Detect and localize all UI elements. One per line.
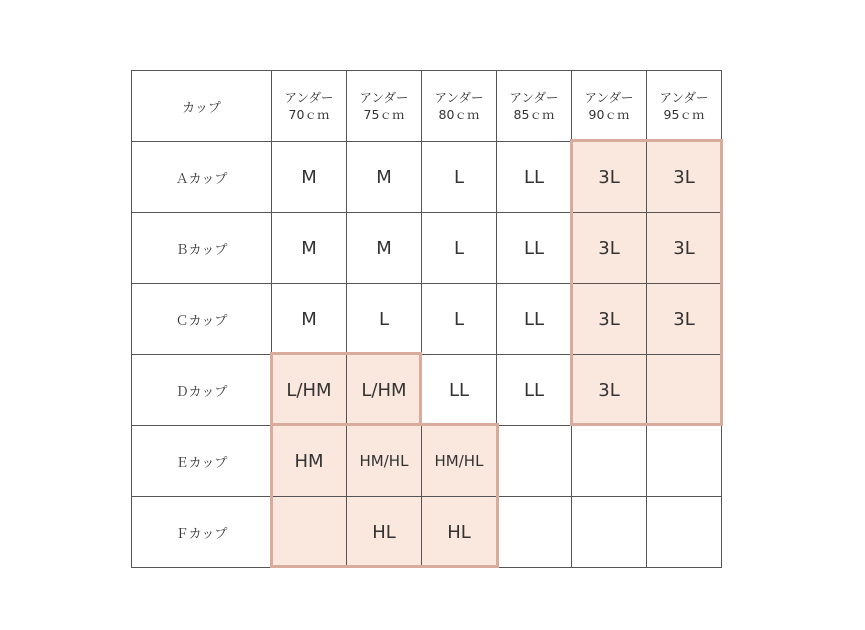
size-cell: L <box>422 142 497 213</box>
size-cell: M <box>272 213 347 284</box>
size-cell-highlighted: L/HM <box>272 355 347 426</box>
bra-size-table <box>131 70 722 568</box>
col-header-line2: 80ｃｍ <box>438 107 480 122</box>
size-cell: M <box>347 213 422 284</box>
col-header-line1: アンダー <box>434 90 484 105</box>
size-cell: L <box>347 284 422 355</box>
col-header-line2: 95ｃｍ <box>663 107 705 122</box>
row-cup-d <box>132 355 722 426</box>
size-cell-highlighted: HM/HL <box>347 426 422 497</box>
corner-header: カップ <box>132 71 272 142</box>
size-cell-highlighted: HL <box>422 497 497 568</box>
size-cell-highlighted: 3L <box>572 213 647 284</box>
size-cell-highlighted <box>272 497 347 568</box>
size-cell-empty <box>497 497 572 568</box>
col-header-90 <box>572 71 647 142</box>
row-header-f: Ｆカップ <box>132 497 272 568</box>
size-cell: M <box>272 142 347 213</box>
size-cell: LL <box>497 213 572 284</box>
col-header-80 <box>422 71 497 142</box>
row-cup-f <box>132 497 722 568</box>
size-cell: LL <box>422 355 497 426</box>
row-header-c: Ｃカップ <box>132 284 272 355</box>
size-cell-highlighted: HM <box>272 426 347 497</box>
size-cell-highlighted: 3L <box>647 213 722 284</box>
size-cell-highlighted: 3L <box>572 284 647 355</box>
row-cup-e <box>132 426 722 497</box>
col-header-line1: アンダー <box>284 90 334 105</box>
size-cell-empty <box>572 426 647 497</box>
col-header-75 <box>347 71 422 142</box>
size-cell-highlighted: L/HM <box>347 355 422 426</box>
size-cell: LL <box>497 284 572 355</box>
size-cell-highlighted: 3L <box>572 142 647 213</box>
size-cell-highlighted: HM/HL <box>422 426 497 497</box>
col-header-line2: 85ｃｍ <box>513 107 555 122</box>
row-header-a: Ａカップ <box>132 142 272 213</box>
size-cell-empty <box>497 426 572 497</box>
col-header-line2: 75ｃｍ <box>363 107 405 122</box>
size-cell: LL <box>497 142 572 213</box>
row-header-b: Ｂカップ <box>132 213 272 284</box>
header-row <box>132 71 722 142</box>
size-cell-highlighted: 3L <box>647 284 722 355</box>
size-cell: M <box>347 142 422 213</box>
row-cup-b <box>132 213 722 284</box>
size-cell: L <box>422 284 497 355</box>
col-header-line2: 90ｃｍ <box>588 107 630 122</box>
size-cell: LL <box>497 355 572 426</box>
size-cell: M <box>272 284 347 355</box>
size-cell-highlighted: 3L <box>572 355 647 426</box>
row-cup-a <box>132 142 722 213</box>
size-cell-empty <box>647 426 722 497</box>
col-header-95 <box>647 71 722 142</box>
col-header-line2: 70ｃｍ <box>288 107 330 122</box>
size-cell-highlighted <box>647 355 722 426</box>
row-header-d: Ｄカップ <box>132 355 272 426</box>
size-cell-highlighted: 3L <box>647 142 722 213</box>
col-header-line1: アンダー <box>359 90 409 105</box>
size-cell-highlighted: HL <box>347 497 422 568</box>
col-header-70 <box>272 71 347 142</box>
size-cell-empty <box>647 497 722 568</box>
row-cup-c <box>132 284 722 355</box>
size-cell-empty <box>572 497 647 568</box>
col-header-line1: アンダー <box>509 90 559 105</box>
col-header-line1: アンダー <box>659 90 709 105</box>
col-header-line1: アンダー <box>584 90 634 105</box>
col-header-85 <box>497 71 572 142</box>
size-cell: L <box>422 213 497 284</box>
row-header-e: Ｅカップ <box>132 426 272 497</box>
